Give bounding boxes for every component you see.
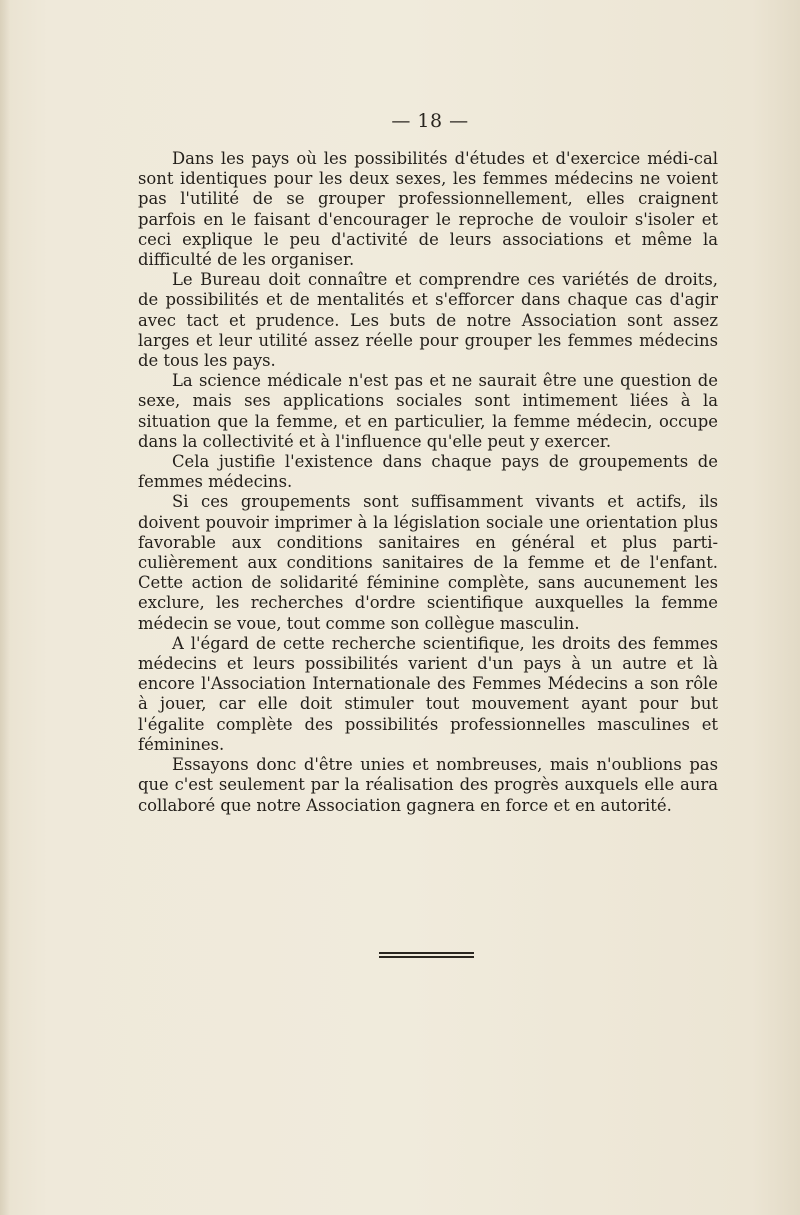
divider-line [379, 952, 474, 954]
paragraph: Essayons donc d'être unies et nombreuses, mais n'oublions pas que c'est seulement par la réalisation des progrès auxquels elle aura collaboré que notre Association gagnera en force et en autorité. [138, 755, 718, 815]
paragraph: La science médicale n'est pas et ne saurait être une question de sexe, mais ses applications sociales sont intimement liées à la situation que la femme, et en particulier, la femme médecin, occupe dans la collectivité et à l'influence qu'elle peut y exercer. [138, 371, 718, 451]
body-text [138, 149, 718, 816]
paragraph: Cela justifie l'existence dans chaque pays de groupements de femmes médecins. [138, 452, 718, 492]
paragraph: Dans les pays où les possibilités d'études et d'exercice médi-cal sont identiques pour les deux sexes, les femmes médecins ne voient pas l'utilité de se grouper professionnellement, elles craignent parfois en le faisant d'encourager le reproche de vouloir s'isoler et ceci explique le peu d'activité de leurs associations et même la difficulté de les organiser. [138, 149, 718, 270]
divider-line [379, 956, 474, 958]
page-number: — 18 — [391, 110, 469, 132]
paragraph: A l'égard de cette recherche scientifique, les droits des femmes médecins et leurs possibilités varient d'un pays à un autre et là encore l'Association Internationale des Femmes Médecins a son rôle à jouer, car elle doit stimuler tout mouvement ayant pour but l'égalite complète des possibilités professionnelles masculines et féminines. [138, 633, 718, 754]
end-divider [379, 952, 474, 960]
paragraph: Si ces groupements sont suffisamment vivants et actifs, ils doivent pouvoir imprimer à la législation sociale une orientation plus favorable aux conditions sanitaires en général et plus parti-culièrement aux conditions sanitaires de la femme et de l'enfant. Cette action de solidarité féminine complète, sans aucunement les exclure, les recherches d'ordre scientifique auxquelles la femme médecin se voue, tout comme son collègue masculin. [138, 492, 718, 633]
page-edge-shadow [0, 0, 10, 1215]
paragraph: Le Bureau doit connaître et comprendre ces variétés de droits, de possibilités et de mentalités et s'efforcer dans chaque cas d'agir avec tact et prudence. Les buts de notre Association sont assez larges et leur utilité assez réelle pour grouper les femmes médecins de tous les pays. [138, 270, 718, 371]
